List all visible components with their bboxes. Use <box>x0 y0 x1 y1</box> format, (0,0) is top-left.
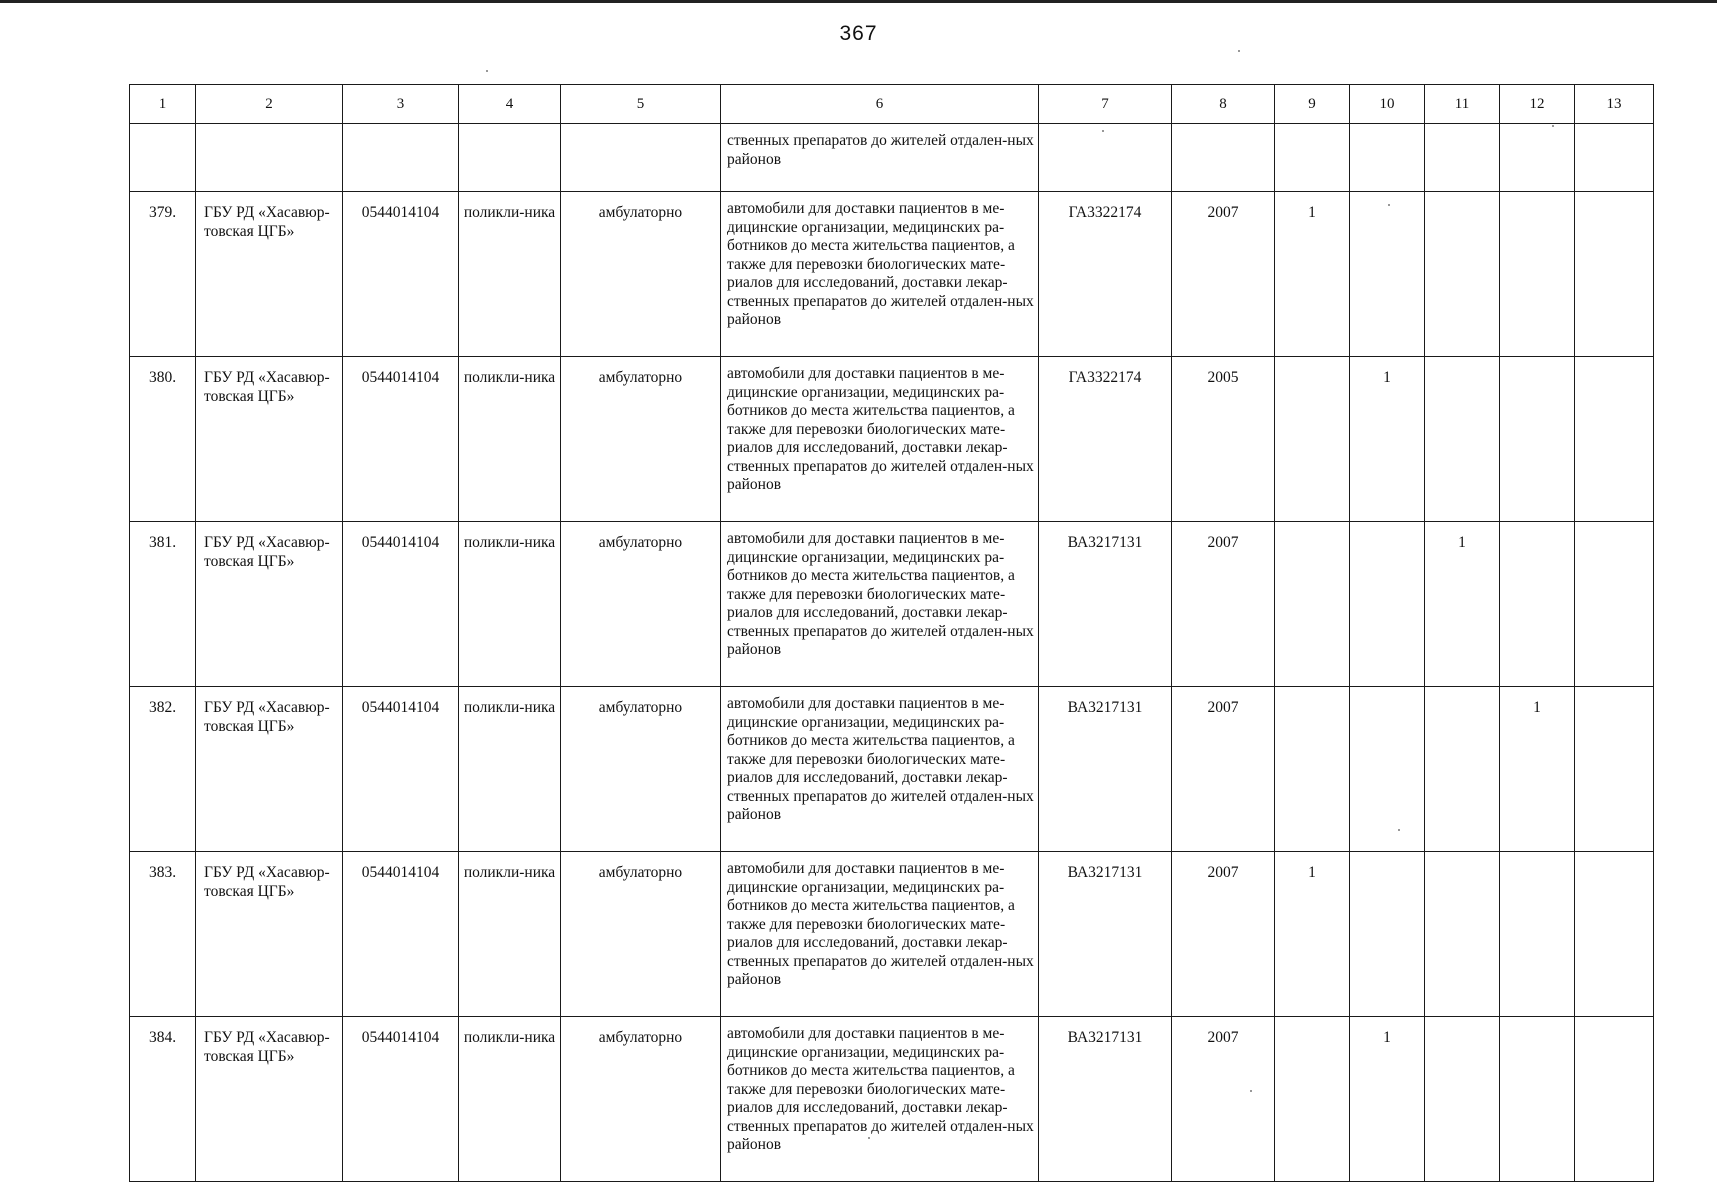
organization-name: ГБУ РД «Хасавюр-товская ЦГБ» <box>196 1017 343 1182</box>
column-12-value <box>1500 852 1575 1017</box>
care-condition: амбулаторно <box>561 852 721 1017</box>
vehicle-purpose: автомобили для доставки пациентов в ме-дицинские организации, медицинских ра-ботников до места жительства пациентов, а также для перевозки биологических мате-риалов для исследований, доставки лекар-ственных препаратов до жителей отдален-ных районов <box>721 522 1039 687</box>
scan-edge-rule <box>0 0 1717 3</box>
vehicle-purpose: автомобили для доставки пациентов в ме-дицинские организации, медицинских ра-ботников до места жительства пациентов, а также для перевозки биологических мате-риалов для исследований, доставки лекар-ственных препаратов до жителей отдален-ных районов <box>721 192 1039 357</box>
manufacture-year: 2007 <box>1172 522 1275 687</box>
column-12-value <box>1500 192 1575 357</box>
column-header: 13 <box>1575 85 1654 124</box>
manufacture-year: 2007 <box>1172 687 1275 852</box>
column-header: 12 <box>1500 85 1575 124</box>
organization-name: ГБУ РД «Хасавюр-товская ЦГБ» <box>196 687 343 852</box>
column-11-value <box>1425 852 1500 1017</box>
subdivision: поликли-ника <box>459 357 561 522</box>
table-row <box>130 192 1654 357</box>
subdivision: поликли-ника <box>459 852 561 1017</box>
column-9-value <box>1275 687 1350 852</box>
care-condition: амбулаторно <box>561 522 721 687</box>
scan-speck <box>1388 204 1390 206</box>
column-9-value <box>1275 1017 1350 1182</box>
column-header: 2 <box>196 85 343 124</box>
column-13-value <box>1575 687 1654 852</box>
column-header: 3 <box>343 85 459 124</box>
inn-code: 0544014104 <box>343 522 459 687</box>
row-number: 384. <box>130 1017 196 1182</box>
scan-speck <box>486 70 488 72</box>
column-13-value <box>1575 852 1654 1017</box>
column-13-value <box>1575 192 1654 357</box>
row-number: 379. <box>130 192 196 357</box>
table-row <box>130 687 1654 852</box>
scan-speck <box>1238 50 1240 52</box>
vehicle-model: ВА3217131 <box>1039 1017 1172 1182</box>
inn-code: 0544014104 <box>343 357 459 522</box>
continuation-description: ственных препаратов до жителей отдален-ных районов <box>721 124 1039 192</box>
column-11-value <box>1425 192 1500 357</box>
organization-name: ГБУ РД «Хасавюр-товская ЦГБ» <box>196 522 343 687</box>
subdivision: поликли-ника <box>459 1017 561 1182</box>
column-13-value <box>1575 1017 1654 1182</box>
column-header: 5 <box>561 85 721 124</box>
column-9-value <box>1275 522 1350 687</box>
scan-speck <box>1250 1090 1252 1092</box>
column-10-value <box>1350 852 1425 1017</box>
scan-speck <box>868 1137 870 1139</box>
vehicle-model: ВА3217131 <box>1039 687 1172 852</box>
subdivision: поликли-ника <box>459 522 561 687</box>
column-11-value <box>1425 1017 1500 1182</box>
inn-code: 0544014104 <box>343 192 459 357</box>
column-12-value <box>1500 357 1575 522</box>
column-12-value: 1 <box>1500 687 1575 852</box>
column-header: 10 <box>1350 85 1425 124</box>
vehicle-model: ГА3322174 <box>1039 192 1172 357</box>
organization-name: ГБУ РД «Хасавюр-товская ЦГБ» <box>196 192 343 357</box>
page-number: 367 <box>839 22 878 45</box>
manufacture-year: 2005 <box>1172 357 1275 522</box>
column-11-value: 1 <box>1425 522 1500 687</box>
care-condition: амбулаторно <box>561 357 721 522</box>
row-number: 383. <box>130 852 196 1017</box>
organization-name: ГБУ РД «Хасавюр-товская ЦГБ» <box>196 852 343 1017</box>
column-number-header-row <box>130 85 1654 124</box>
vehicle-purpose: автомобили для доставки пациентов в ме-дицинские организации, медицинских ра-ботников до места жительства пациентов, а также для перевозки биологических мате-риалов для исследований, доставки лекар-ственных препаратов до жителей отдален-ных районов <box>721 852 1039 1017</box>
organization-name: ГБУ РД «Хасавюр-товская ЦГБ» <box>196 357 343 522</box>
inn-code: 0544014104 <box>343 1017 459 1182</box>
inn-code: 0544014104 <box>343 852 459 1017</box>
subdivision: поликли-ника <box>459 687 561 852</box>
care-condition: амбулаторно <box>561 687 721 852</box>
column-12-value <box>1500 522 1575 687</box>
column-10-value <box>1350 522 1425 687</box>
column-header: 7 <box>1039 85 1172 124</box>
column-header: 1 <box>130 85 196 124</box>
row-number: 380. <box>130 357 196 522</box>
column-10-value <box>1350 192 1425 357</box>
table-row <box>130 357 1654 522</box>
scan-speck <box>1102 130 1104 132</box>
column-10-value: 1 <box>1350 1017 1425 1182</box>
vehicle-model: ВА3217131 <box>1039 522 1172 687</box>
column-11-value <box>1425 687 1500 852</box>
column-header: 8 <box>1172 85 1275 124</box>
row-number: 381. <box>130 522 196 687</box>
manufacture-year: 2007 <box>1172 852 1275 1017</box>
column-header: 6 <box>721 85 1039 124</box>
column-11-value <box>1425 357 1500 522</box>
column-10-value <box>1350 687 1425 852</box>
vehicle-model: ВА3217131 <box>1039 852 1172 1017</box>
column-13-value <box>1575 522 1654 687</box>
row-number: 382. <box>130 687 196 852</box>
vehicle-registry-table <box>129 84 1654 1182</box>
scan-speck <box>1398 829 1400 831</box>
column-header: 11 <box>1425 85 1500 124</box>
column-12-value <box>1500 1017 1575 1182</box>
inn-code: 0544014104 <box>343 687 459 852</box>
vehicle-purpose: автомобили для доставки пациентов в ме-дицинские организации, медицинских ра-ботников до места жительства пациентов, а также для перевозки биологических мате-риалов для исследований, доставки лекар-ственных препаратов до жителей отдален-ных районов <box>721 687 1039 852</box>
column-9-value: 1 <box>1275 192 1350 357</box>
manufacture-year: 2007 <box>1172 1017 1275 1182</box>
column-9-value <box>1275 357 1350 522</box>
vehicle-purpose: автомобили для доставки пациентов в ме-дицинские организации, медицинских ра-ботников до места жительства пациентов, а также для перевозки биологических мате-риалов для исследований, доставки лекар-ственных препаратов до жителей отдален-ных районов <box>721 357 1039 522</box>
table-row <box>130 1017 1654 1182</box>
column-10-value: 1 <box>1350 357 1425 522</box>
column-header: 4 <box>459 85 561 124</box>
column-header: 9 <box>1275 85 1350 124</box>
column-13-value <box>1575 357 1654 522</box>
subdivision: поликли-ника <box>459 192 561 357</box>
vehicle-model: ГА3322174 <box>1039 357 1172 522</box>
continuation-row <box>130 124 1654 192</box>
table-row <box>130 852 1654 1017</box>
vehicle-purpose: автомобили для доставки пациентов в ме-дицинские организации, медицинских ра-ботников до места жительства пациентов, а также для перевозки биологических мате-риалов для исследований, доставки лекар-ственных препаратов до жителей отдален-ных районов <box>721 1017 1039 1182</box>
column-9-value: 1 <box>1275 852 1350 1017</box>
care-condition: амбулаторно <box>561 192 721 357</box>
table-row <box>130 522 1654 687</box>
scan-speck <box>1552 125 1554 127</box>
care-condition: амбулаторно <box>561 1017 721 1182</box>
manufacture-year: 2007 <box>1172 192 1275 357</box>
